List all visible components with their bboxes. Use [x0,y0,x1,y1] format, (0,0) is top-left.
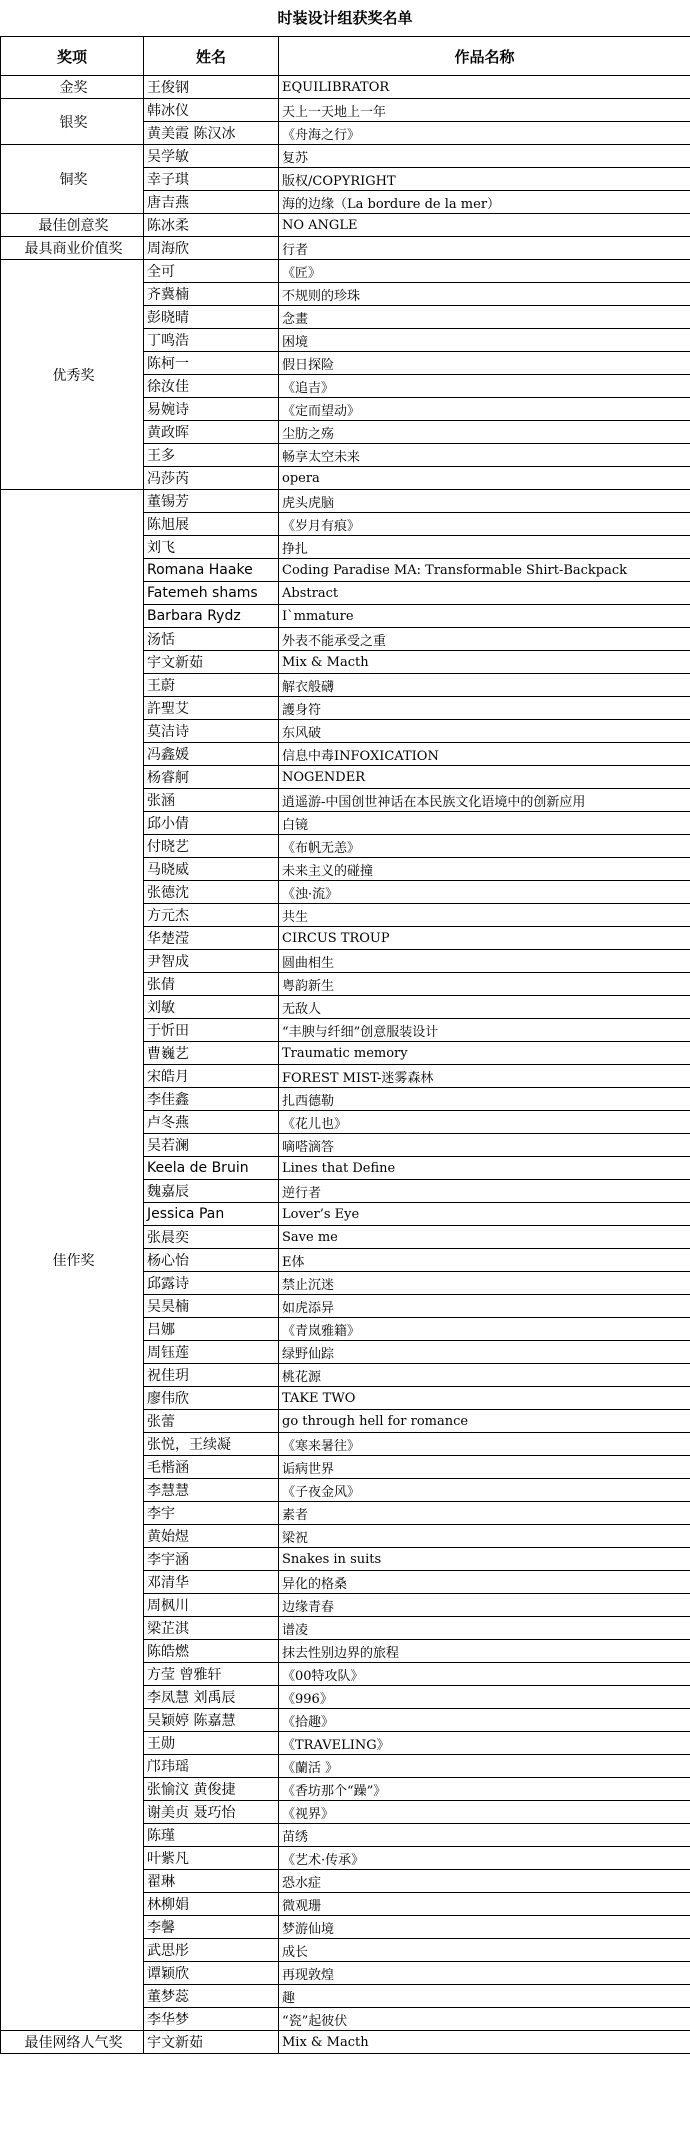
work-title-cell: 未来主义的碰撞 [279,858,690,881]
work-title-cell: Mix & Macth [279,651,690,674]
winner-name-cell: 黄美霞 陈汉冰 [144,122,279,145]
work-title-cell: 念畫 [279,306,690,329]
winner-name-cell: 张涵 [144,789,279,812]
work-title-cell: NO ANGLE [279,214,690,237]
winner-name-cell: 吕娜 [144,1318,279,1341]
winner-name-cell: 毛楷涵 [144,1456,279,1479]
work-title-cell: 不规则的珍珠 [279,283,690,306]
work-title-cell: 素者 [279,1502,690,1525]
winner-name-cell: 张倩 [144,973,279,996]
work-title-cell: NOGENDER [279,766,690,789]
winner-name-cell: 刘敏 [144,996,279,1019]
winner-name-cell: 宇文新茹 [144,651,279,674]
winner-name-cell: 王多 [144,444,279,467]
winner-name-cell: 张愉汶 黄俊捷 [144,1778,279,1801]
work-title-cell: 抹去性别边界的旅程 [279,1640,690,1663]
work-title-cell: 《舟海之行》 [279,122,690,145]
winner-name-cell: 卢冬燕 [144,1111,279,1134]
winner-name-cell: 李凤慧 刘禹辰 [144,1686,279,1709]
winner-name-cell: 邝玮瑶 [144,1755,279,1778]
header-name: 姓名 [144,37,279,76]
work-title-cell: E体 [279,1249,690,1272]
award-category-cell: 最具商业价值奖 [1,237,144,260]
work-title-cell: 梁祝 [279,1525,690,1548]
winner-name-cell: 李华梦 [144,2008,279,2031]
work-title-cell: opera [279,467,690,490]
work-title-cell: 再现敦煌 [279,1962,690,1985]
winner-name-cell: 祝佳玥 [144,1364,279,1387]
work-title-cell: 复苏 [279,145,690,168]
table-row [1,490,690,513]
work-title-cell: go through hell for romance [279,1410,690,1433]
work-title-cell: 苗绣 [279,1824,690,1847]
winner-name-cell: 唐吉燕 [144,191,279,214]
table-body [1,76,690,2054]
winner-name-cell: 魏嘉辰 [144,1180,279,1203]
table-row [1,145,690,168]
work-title-cell: 版权/COPYRIGHT [279,168,690,191]
work-title-cell: 天上一天地上一年 [279,99,690,122]
work-title-cell: 如虎添异 [279,1295,690,1318]
work-title-cell: 禁止沉迷 [279,1272,690,1295]
winner-name-cell: 丁鸣浩 [144,329,279,352]
header-work: 作品名称 [279,37,690,76]
award-table [0,36,690,2054]
winner-name-cell: 彭晓晴 [144,306,279,329]
winner-name-cell: 王蔚 [144,674,279,697]
winner-name-cell: 莫洁诗 [144,720,279,743]
work-title-cell: EQUILIBRATOR [279,76,690,99]
winner-name-cell: 吴学敏 [144,145,279,168]
winner-name-cell: 徐汝佳 [144,375,279,398]
work-title-cell: 成长 [279,1939,690,1962]
winner-name-cell: 廖伟欣 [144,1387,279,1410]
winner-name-cell: 叶紫凡 [144,1847,279,1870]
winner-name-cell: 翟琳 [144,1870,279,1893]
winner-name-cell: 李宇 [144,1502,279,1525]
work-title-cell: 《视界》 [279,1801,690,1824]
table-header [1,37,690,76]
winner-name-cell: 周钰莲 [144,1341,279,1364]
work-title-cell: 《香坊那个“躁”》 [279,1778,690,1801]
work-title-cell: 虎头虎脑 [279,490,690,513]
work-title-cell: 逆行者 [279,1180,690,1203]
table-row [1,214,690,237]
winner-name-cell: 汤恬 [144,628,279,651]
winner-name-cell: 許聖艾 [144,697,279,720]
work-title-cell: Snakes in suits [279,1548,690,1571]
work-title-cell: 假日探险 [279,352,690,375]
winner-name-cell: 梁芷淇 [144,1617,279,1640]
header-row [1,37,690,76]
winner-name-cell: 武思彤 [144,1939,279,1962]
work-title-cell: 绿野仙踪 [279,1341,690,1364]
table-row [1,76,690,99]
winner-name-cell: 陈柯一 [144,352,279,375]
winner-name-cell: 马晓威 [144,858,279,881]
work-title-cell: 《布帆无恙》 [279,835,690,858]
winner-name-cell: 张晨奕 [144,1226,279,1249]
work-title-cell: 《定而望动》 [279,398,690,421]
work-title-cell: 海的边缘（La bordure de la mer） [279,191,690,214]
winner-name-cell: 李馨 [144,1916,279,1939]
winner-name-cell: 方元杰 [144,904,279,927]
work-title-cell: 畅享太空未来 [279,444,690,467]
work-title-cell: 谱凌 [279,1617,690,1640]
winner-name-cell: 陈旭展 [144,513,279,536]
winner-name-cell: 韩冰仪 [144,99,279,122]
winner-name-cell: 李慧慧 [144,1479,279,1502]
winner-name-cell: 齐冀楠 [144,283,279,306]
winner-name-cell: Romana Haake [144,559,279,582]
winner-name-cell: 于忻田 [144,1019,279,1042]
table-row [1,237,690,260]
work-title-cell: 困境 [279,329,690,352]
work-title-cell: 扎西德勒 [279,1088,690,1111]
work-title-cell: 解衣般礴 [279,674,690,697]
work-title-cell: “瓷”起彼伏 [279,2008,690,2031]
table-row [1,260,690,283]
work-title-cell: 《艺术·传承》 [279,1847,690,1870]
work-title-cell: 共生 [279,904,690,927]
winner-name-cell: 周海欣 [144,237,279,260]
winner-name-cell: 吴颖婷 陈嘉慧 [144,1709,279,1732]
work-title-cell: Mix & Macth [279,2031,690,2054]
work-title-cell: 《寒来暑往》 [279,1433,690,1456]
award-category-cell: 铜奖 [1,145,144,214]
work-title-cell: 《青岚雅籍》 [279,1318,690,1341]
winner-name-cell: Fatemeh shams [144,582,279,605]
award-category-cell: 最佳网络人气奖 [1,2031,144,2054]
winner-name-cell: 陈冰柔 [144,214,279,237]
work-title-cell: 外表不能承受之重 [279,628,690,651]
winner-name-cell: 王俊钢 [144,76,279,99]
work-title-cell: 边缘青春 [279,1594,690,1617]
page-title: 时装设计组获奖名单 [277,9,413,27]
work-title-cell: CIRCUS TROUP [279,927,690,950]
work-title-cell: FOREST MIST-迷雾森林 [279,1065,690,1088]
winner-name-cell: 付晓艺 [144,835,279,858]
work-title-cell: 异化的格桑 [279,1571,690,1594]
award-category-cell: 佳作奖 [1,490,144,2031]
winner-name-cell: 宋皓月 [144,1065,279,1088]
winner-name-cell: 董梦蕊 [144,1985,279,2008]
winner-name-cell: Keela de Bruin [144,1157,279,1180]
winner-name-cell: 邓清华 [144,1571,279,1594]
work-title-cell: 无敌人 [279,996,690,1019]
work-title-cell: 《996》 [279,1686,690,1709]
work-title-cell: 《花儿也》 [279,1111,690,1134]
table-row [1,99,690,122]
work-title-cell: 挣扎 [279,536,690,559]
winner-name-cell: 李佳鑫 [144,1088,279,1111]
winner-name-cell: 张蕾 [144,1410,279,1433]
work-title-cell: 诟病世界 [279,1456,690,1479]
winner-name-cell: 张德沈 [144,881,279,904]
work-title-cell: 逍遥游-中国创世神话在本民族文化语境中的创新应用 [279,789,690,812]
work-title-cell: 《00特攻队》 [279,1663,690,1686]
work-title-cell: 圆曲相生 [279,950,690,973]
winner-name-cell: 陈皓燃 [144,1640,279,1663]
winner-name-cell: 杨心怡 [144,1249,279,1272]
winner-name-cell: 林柳娟 [144,1893,279,1916]
work-title-cell: 东风破 [279,720,690,743]
work-title-cell: 《岁月有痕》 [279,513,690,536]
work-title-cell: 《TRAVELING》 [279,1732,690,1755]
work-title-cell: 《追吉》 [279,375,690,398]
work-title-cell: TAKE TWO [279,1387,690,1410]
work-title-cell: I`mmature [279,605,690,628]
work-title-cell: Abstract [279,582,690,605]
award-category-cell: 最佳创意奖 [1,214,144,237]
winner-name-cell: 谢美贞 聂巧怡 [144,1801,279,1824]
work-title-cell: 《浊·流》 [279,881,690,904]
work-title-cell: 信息中毒INFOXICATION [279,743,690,766]
work-title-cell: 白镜 [279,812,690,835]
winner-name-cell: 黄政晖 [144,421,279,444]
work-title-cell: Coding Paradise MA: Transformable Shirt-Backpack [279,559,690,582]
winner-name-cell: 尹智成 [144,950,279,973]
winner-name-cell: 刘飞 [144,536,279,559]
winner-name-cell: 王勋 [144,1732,279,1755]
winner-name-cell: 冯莎芮 [144,467,279,490]
work-title-cell: 嘀嗒滴答 [279,1134,690,1157]
winner-name-cell: 吴若澜 [144,1134,279,1157]
work-title-cell: “丰腴与纤细”创意服装设计 [279,1019,690,1042]
winner-name-cell: 张悦，王续凝 [144,1433,279,1456]
work-title-cell: Lover’s Eye [279,1203,690,1226]
work-title-cell: 《拾趣》 [279,1709,690,1732]
work-title-cell: 桃花源 [279,1364,690,1387]
winner-name-cell: Barbara Rydz [144,605,279,628]
work-title-cell: Traumatic memory [279,1042,690,1065]
work-title-cell: 《蘭活 》 [279,1755,690,1778]
winner-name-cell: 李宇涵 [144,1548,279,1571]
header-award: 奖项 [1,37,144,76]
winner-name-cell: 宇文新茹 [144,2031,279,2054]
work-title-cell: 梦游仙境 [279,1916,690,1939]
award-category-cell: 金奖 [1,76,144,99]
winner-name-cell: 幸子琪 [144,168,279,191]
work-title-cell: 《子夜金风》 [279,1479,690,1502]
work-title-cell: 趣 [279,1985,690,2008]
work-title-cell: 粤韵新生 [279,973,690,996]
work-title-cell: 恐水症 [279,1870,690,1893]
winner-name-cell: 邱露诗 [144,1272,279,1295]
winner-name-cell: 吴昊楠 [144,1295,279,1318]
work-title-cell: Save me [279,1226,690,1249]
work-title-cell: 護身符 [279,697,690,720]
winner-name-cell: 周枫川 [144,1594,279,1617]
winner-name-cell: Jessica Pan [144,1203,279,1226]
winner-name-cell: 易婉诗 [144,398,279,421]
award-category-cell: 银奖 [1,99,144,145]
winner-name-cell: 华楚滢 [144,927,279,950]
winner-name-cell: 陈瑾 [144,1824,279,1847]
work-title-cell: 《匠》 [279,260,690,283]
winner-name-cell: 邱小倩 [144,812,279,835]
winner-name-cell: 方莹 曾雅轩 [144,1663,279,1686]
winner-name-cell: 曹巍艺 [144,1042,279,1065]
winner-name-cell: 全可 [144,260,279,283]
winner-name-cell: 黄始煜 [144,1525,279,1548]
award-category-cell: 优秀奖 [1,260,144,490]
work-title-cell: Lines that Define [279,1157,690,1180]
winner-name-cell: 杨睿舸 [144,766,279,789]
work-title-cell: 微观珊 [279,1893,690,1916]
winner-name-cell: 董锡芳 [144,490,279,513]
winner-name-cell: 冯鑫媛 [144,743,279,766]
winner-name-cell: 谭颖欣 [144,1962,279,1985]
table-row [1,2031,690,2054]
work-title-cell: 尘肪之殇 [279,421,690,444]
work-title-cell: 行者 [279,237,690,260]
